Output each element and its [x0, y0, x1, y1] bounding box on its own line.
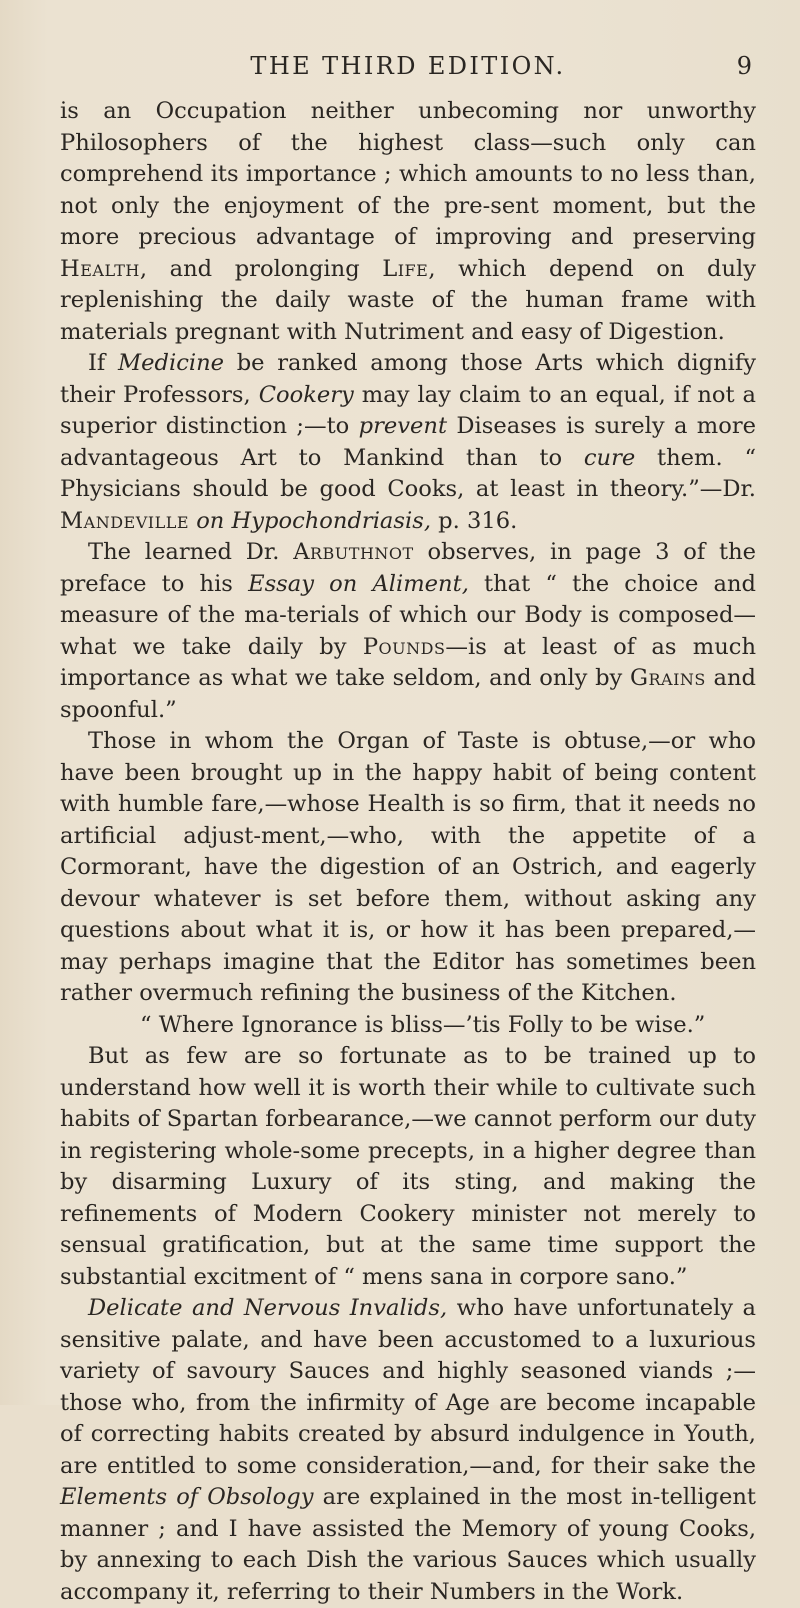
paragraph-occupation: [60, 96, 756, 348]
text-run: them. “ Physicians should be good Cooks, at least in theory.”—Dr.: [60, 444, 756, 502]
body-text: [60, 96, 756, 1608]
paragraph-spartan: [60, 1041, 756, 1293]
text-run-arbuthnot: Arbuthnot: [293, 539, 414, 565]
text-run: be ranked among those Arts which dignify their Professors,: [60, 350, 756, 408]
running-head: [60, 52, 756, 86]
text-run-life: Life: [382, 255, 429, 282]
text-run: p. 316.: [431, 507, 518, 534]
text-run: that “ the choice and measure of the ma-terials of which our Body is composed—what we take daily by: [60, 570, 757, 660]
text-run: Those in whom the Organ of Taste is obtuse,—or who have been brought up in the happy habit of being content with humble fare,—whose Health is so firm, that it needs no artificial adjust-ment,—who, with the appetite of a Cormorant, have the digestion of an Ostrich, and eagerly devour whatever is set before them, without asking any questions about what it is, or how it has been prepared,—may perhaps imagine that the Editor has sometimes been rather overmuch refining the business of the Kitchen.: [60, 728, 756, 1006]
quote-ignorance: “ Where Ignorance is bliss—’tis Folly to be wise.”: [140, 1011, 706, 1038]
text-run: Diseases is surely a more advantageous Art to Mankind than to: [60, 413, 756, 471]
text-run-cookery: Cookery: [258, 381, 354, 408]
text-run: may lay claim to an equal, if not a superior distinction ;—to: [60, 381, 757, 439]
text-run: , which depend on duly replenishing the daily waste of the human frame with materials pregnant with Nutriment and easy of Digestion.: [60, 255, 756, 345]
text-run: observes, in page 3 of the preface to his: [60, 539, 756, 597]
text-run: , and prolonging: [139, 255, 383, 282]
text-run-hypochondriasis: Hypochondriasis,: [231, 507, 431, 534]
text-run-mandeville: Mandeville: [60, 507, 190, 534]
text-run-delicate-invalids: Delicate and Nervous Invalids,: [88, 1295, 448, 1321]
text-run: If: [88, 350, 118, 376]
running-title: THE THIRD EDITION.: [250, 52, 566, 80]
paragraph-medicine: [60, 348, 756, 537]
text-run-elements-of-obsology: Elements of Obsology: [60, 1484, 314, 1510]
text-run-medicine: Medicine: [118, 350, 224, 376]
text-run-cure: cure: [583, 444, 636, 471]
text-run: are explained in the most in-telligent manner ; and I have assisted the Memory of young Cooks, by annexing to each Dish the various Sauces which usually accompany it, referring to their Numbers in the Work.: [60, 1484, 756, 1605]
text-run: But as few are so fortunate as to be trained up to understand how well it is worth their while to cultivate such habits of Spartan forbearance,—we cannot perform our duty in registering whole-some precepts, in a higher degree than by disarming Luxury of its sting, and making the refinements of Modern Cookery minister not merely to sensual gratification, but at the same time support the substantial excitment of “ mens sana in corpore sano.”: [60, 1043, 756, 1290]
text-run-health: Health: [60, 255, 140, 282]
text-run: on: [189, 507, 232, 534]
text-run: is an Occupation neither unbecoming nor unworthy Philosophers of the highest class—such only can comprehend its importance ; which amounts to no less than, not only the enjoyment of the pre-sent moment, but the more precious advantage of improving and preserving: [60, 98, 756, 250]
text-run: who have unfortunately a sensitive palate, and have been accustomed to a luxurious variety of savoury Sauces and highly seasoned viands ;—those who, from the infirmity of Age are become incapable of correcting habits created by absurd indulgence in Youth, are entitled to some consideration,—and, for their sake the: [60, 1295, 756, 1479]
paragraph-invalids: [60, 1293, 756, 1608]
page-number: 9: [736, 52, 752, 80]
paragraph-arbuthnot: [60, 537, 756, 726]
text-run-pounds: Pounds: [362, 633, 446, 660]
paragraph-taste: [60, 726, 756, 1010]
text-run-prevent: prevent: [358, 413, 448, 439]
text-run-grains: Grains: [629, 665, 706, 691]
text-run: and spoonful.”: [60, 665, 756, 723]
text-run: —is at least of as much importance as what we take seldom, and only by: [60, 633, 756, 691]
text-run-essay-on-aliment: Essay on Aliment,: [248, 570, 469, 597]
text-run: The learned Dr.: [88, 539, 294, 565]
